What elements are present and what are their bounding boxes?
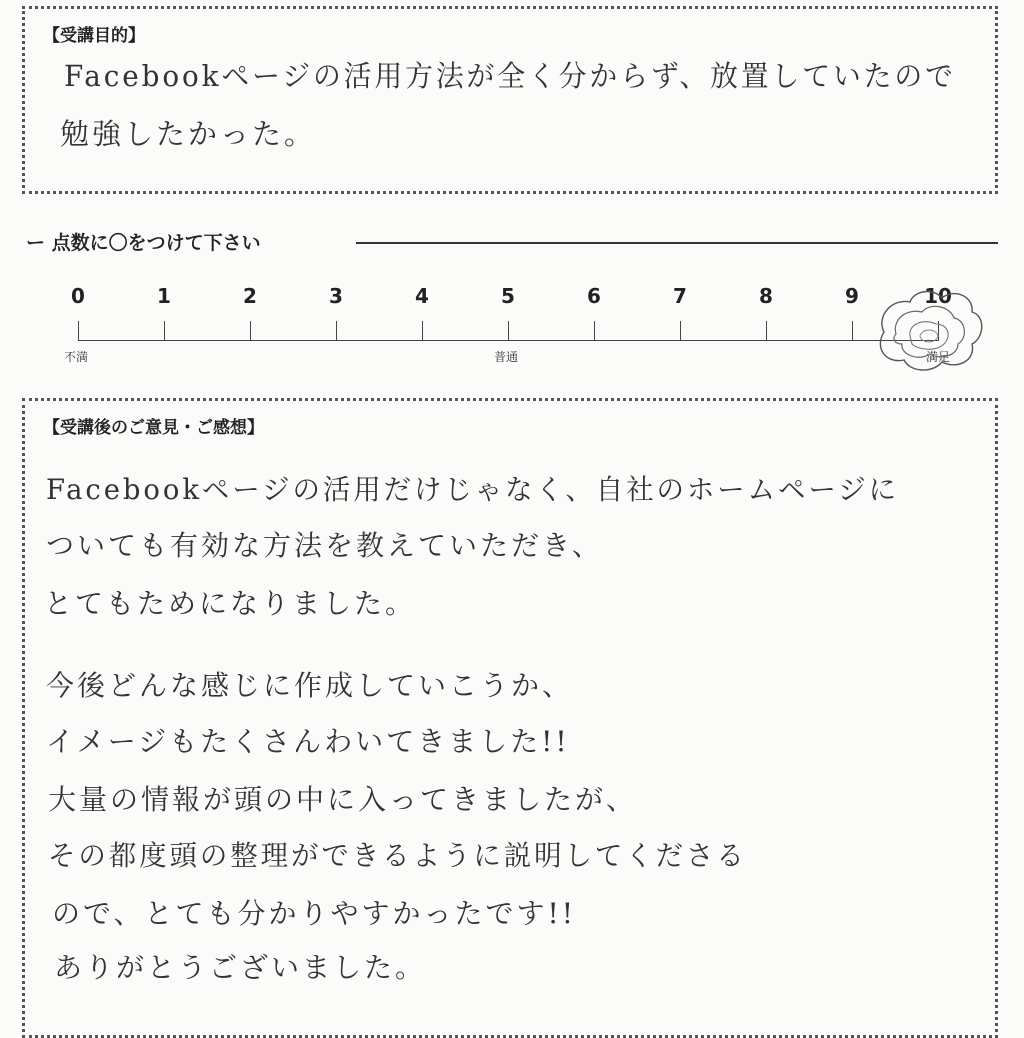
score-tick <box>766 321 767 341</box>
score-tick <box>508 321 509 341</box>
score-tick <box>250 321 251 341</box>
score-number[interactable]: 5 <box>501 284 515 308</box>
feedback-line: とてもためになりました。 <box>44 587 417 620</box>
score-number[interactable]: 6 <box>587 284 601 308</box>
score-tick <box>852 321 853 341</box>
score-tick <box>680 321 681 341</box>
selected-score-circle-mark <box>870 286 986 372</box>
score-tick <box>78 321 79 341</box>
score-tick <box>422 321 423 341</box>
feedback-line: その都度頭の整理ができるように説明してくださる <box>48 839 747 872</box>
score-number[interactable]: 10 <box>924 284 952 308</box>
score-header-rule <box>356 242 998 244</box>
purpose-heading: 【受講目的】 <box>43 26 145 46</box>
score-tick <box>938 321 939 341</box>
label-average: 普通 <box>494 350 519 364</box>
feedback-heading: 【受講後のご意見・ご感想】 <box>43 418 264 438</box>
feedback-line: Facebookページの活用だけじゃなく、自社のホームページに <box>46 473 899 506</box>
purpose-box <box>22 6 998 194</box>
score-number[interactable]: 4 <box>415 284 429 308</box>
score-number[interactable]: 2 <box>243 284 257 308</box>
score-tick <box>164 321 165 341</box>
label-satisfied: 満足 <box>926 350 951 364</box>
feedback-line: イメージもたくさんわいてきました!! <box>46 725 570 758</box>
feedback-line: ので、とても分かりやすかったです!! <box>52 897 576 930</box>
score-number[interactable]: 7 <box>673 284 687 308</box>
score-header <box>26 228 998 258</box>
score-title: ー 点数に〇をつけて下さい <box>26 228 269 255</box>
feedback-line: 大量の情報が頭の中に入ってきましたが、 <box>48 783 638 816</box>
feedback-line: ついても有効な方法を教えていただき、 <box>46 529 603 562</box>
score-number[interactable]: 9 <box>845 284 859 308</box>
label-dissatisfied: 不満 <box>64 350 89 364</box>
feedback-line: ありがとうございました。 <box>54 951 427 984</box>
score-number[interactable]: 3 <box>329 284 343 308</box>
score-number[interactable]: 8 <box>759 284 773 308</box>
score-number[interactable]: 0 <box>71 284 85 308</box>
purpose-line: 勉強したかった。 <box>60 117 317 151</box>
score-number[interactable]: 1 <box>157 284 171 308</box>
score-tick <box>594 321 595 341</box>
score-axis <box>78 340 938 341</box>
purpose-line: Facebookページの活用方法が全く分からず、放置していたので <box>64 59 956 93</box>
feedback-line: 今後どんな感じに作成していこうか、 <box>46 669 574 702</box>
score-tick <box>336 321 337 341</box>
